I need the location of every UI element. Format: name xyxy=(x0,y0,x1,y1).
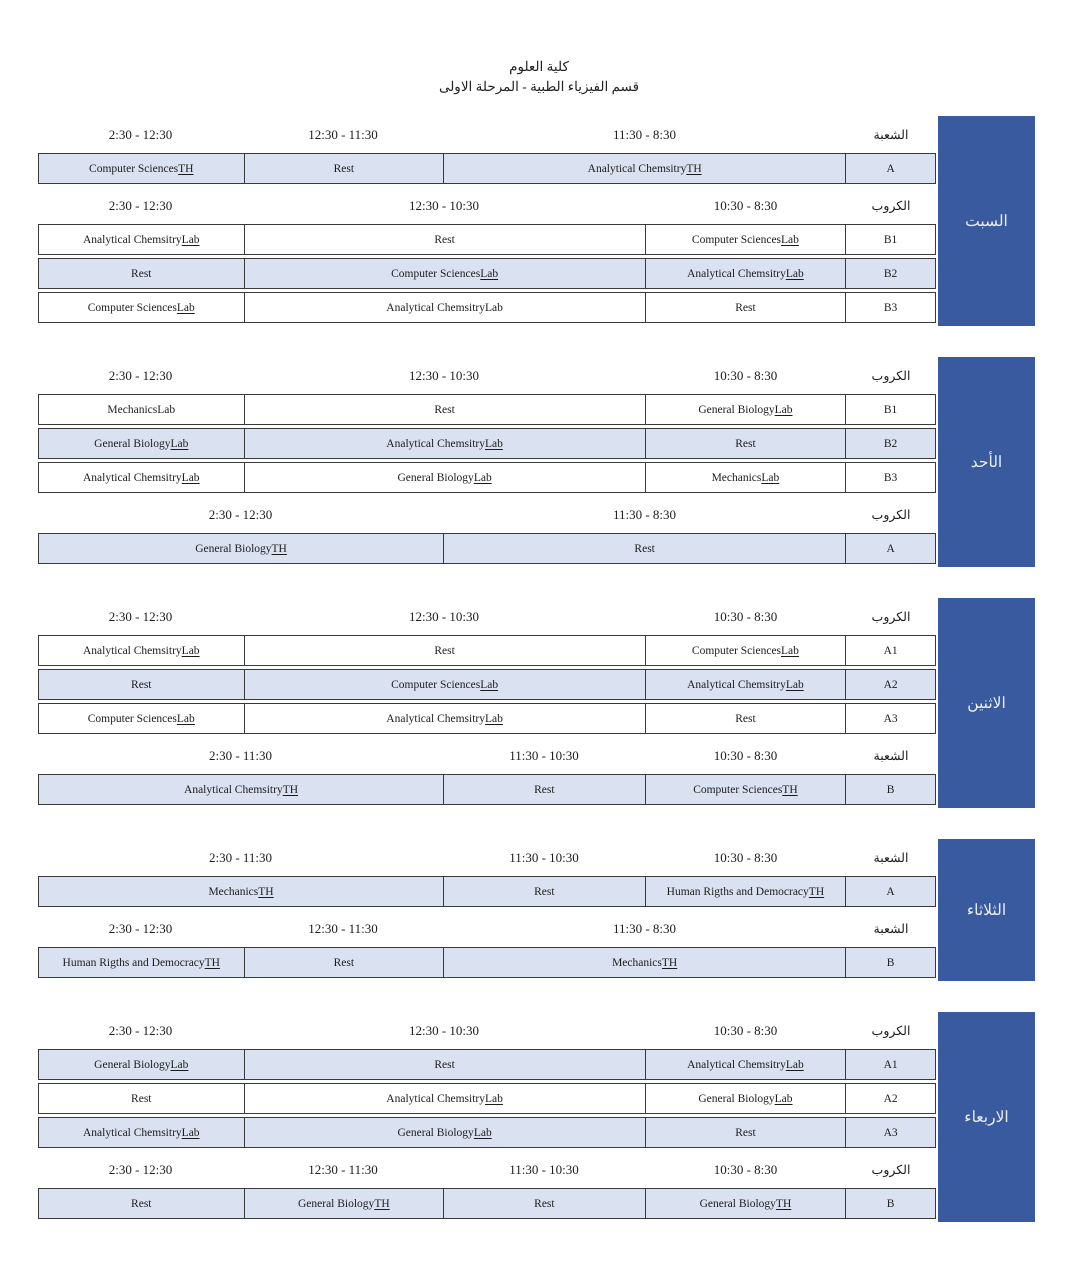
course-cell xyxy=(39,429,244,458)
course-name: Analytical Chemsitry xyxy=(82,471,182,484)
day-tables xyxy=(38,116,936,326)
course-type-tag: Lab xyxy=(181,644,200,657)
time-range: 10:30 - 8:30 xyxy=(713,849,778,865)
time-range: 2:30 - 11:30 xyxy=(208,747,273,763)
time-range: 12:30 - 10:30 xyxy=(408,367,480,383)
day-block xyxy=(38,1012,1038,1222)
time-range: 12:30 - 11:30 xyxy=(308,126,378,142)
group-cell: B3 xyxy=(845,463,935,492)
time-range: 12:30 - 10:30 xyxy=(408,197,480,213)
course-cell xyxy=(443,154,845,183)
course-type-tag: Lab xyxy=(170,437,189,450)
time-header-row xyxy=(38,496,936,533)
group-cell: A1 xyxy=(845,636,935,665)
course-type-tag: TH xyxy=(808,885,825,898)
group-column-label: الشعبة xyxy=(873,850,909,865)
group-cell: A2 xyxy=(845,670,935,699)
rest-cell xyxy=(244,395,645,424)
day-name: الثلاثاء xyxy=(966,901,1007,919)
course-cell xyxy=(645,1084,846,1113)
course-cell xyxy=(645,395,846,424)
time-header-row xyxy=(38,116,936,153)
time-range: 10:30 - 8:30 xyxy=(713,197,778,213)
course-cell xyxy=(645,1189,846,1218)
course-type-tag: Lab xyxy=(176,301,195,314)
course-name: General Biology xyxy=(94,1058,171,1071)
course-type-tag: Lab xyxy=(785,678,804,691)
page-title xyxy=(0,57,1078,97)
time-range: 12:30 - 10:30 xyxy=(408,608,480,624)
course-cell xyxy=(39,775,443,804)
course-name: Analytical Chemsitry xyxy=(386,437,485,450)
course-name: Human Rigths and Democracy xyxy=(666,885,809,898)
course-name: Analytical Chemsitry xyxy=(386,1092,485,1105)
group-cell: A3 xyxy=(845,1118,935,1147)
title-department-stage: قسم الفيزياء الطبية - المرحلة الاولى xyxy=(438,79,640,94)
group-cell: B xyxy=(845,1189,935,1218)
schedule-row xyxy=(38,462,936,493)
course-cell xyxy=(244,463,645,492)
time-range: 2:30 - 12:30 xyxy=(108,197,173,213)
time-range: 2:30 - 11:30 xyxy=(208,849,273,865)
time-header-row xyxy=(38,357,936,394)
day-name: السبت xyxy=(965,212,1008,230)
course-type-tag: Lab xyxy=(480,267,499,280)
schedule-row xyxy=(38,428,936,459)
course-name: Rest xyxy=(131,267,152,280)
group-cell: A xyxy=(845,877,935,906)
schedule-row xyxy=(38,224,936,255)
course-type-tag: Lab xyxy=(157,403,176,416)
schedule-row xyxy=(38,876,936,907)
course-type-tag: Lab xyxy=(176,712,195,725)
course-type-tag: Lab xyxy=(485,712,503,725)
course-cell xyxy=(645,636,846,665)
time-range: 10:30 - 8:30 xyxy=(713,1161,778,1177)
day-block xyxy=(38,839,1038,981)
course-type-tag: Lab xyxy=(473,471,492,484)
course-name: General Biology xyxy=(698,1092,775,1105)
rest-cell xyxy=(39,670,244,699)
day-tables xyxy=(38,839,936,981)
rest-cell xyxy=(244,154,444,183)
course-name: Mechanics xyxy=(107,403,158,416)
group-cell: B2 xyxy=(845,429,935,458)
course-name: Rest xyxy=(434,644,455,657)
schedule-row xyxy=(38,1083,936,1114)
group-column-label: الشعبة xyxy=(873,127,909,142)
rest-cell xyxy=(645,1118,846,1147)
course-name: Analytical Chemsitry xyxy=(82,1126,182,1139)
time-header-row xyxy=(38,839,936,876)
time-range: 11:30 - 8:30 xyxy=(612,126,677,142)
course-cell xyxy=(39,154,244,183)
course-cell xyxy=(645,1050,846,1079)
course-type-tag: Lab xyxy=(181,1126,200,1139)
schedule-row xyxy=(38,1049,936,1080)
course-name: Rest xyxy=(534,1197,555,1210)
schedule-row xyxy=(38,703,936,734)
group-cell: B1 xyxy=(845,225,935,254)
day-label xyxy=(938,598,1035,808)
day-label xyxy=(938,357,1035,567)
rest-cell xyxy=(244,636,645,665)
time-range: 2:30 - 12:30 xyxy=(108,608,173,624)
group-column-label: الكروب xyxy=(871,368,911,383)
schedule-row xyxy=(38,292,936,323)
group-column-label: الكروب xyxy=(871,198,911,213)
group-cell: A2 xyxy=(845,1084,935,1113)
course-cell xyxy=(244,259,645,288)
day-name: الاثنين xyxy=(967,694,1006,712)
course-name: Rest xyxy=(434,403,455,416)
course-cell xyxy=(244,704,645,733)
rest-cell xyxy=(244,948,444,977)
course-type-tag: Lab xyxy=(761,471,780,484)
day-label xyxy=(938,116,1035,326)
course-type-tag: TH xyxy=(374,1197,390,1210)
group-cell: A1 xyxy=(845,1050,935,1079)
course-name: Analytical Chemsitry xyxy=(184,783,283,796)
group-cell: A3 xyxy=(845,704,935,733)
course-name: Rest xyxy=(534,885,555,898)
day-tables xyxy=(38,1012,936,1222)
group-column-label: الكروب xyxy=(871,609,911,624)
course-type-tag: TH xyxy=(782,783,798,796)
time-header-row xyxy=(38,1151,936,1188)
group-cell: B xyxy=(845,948,935,977)
course-cell xyxy=(39,1050,244,1079)
course-name: Mechanics xyxy=(208,885,259,898)
course-type-tag: Lab xyxy=(485,1092,503,1105)
group-cell: B3 xyxy=(845,293,935,322)
course-name: Analytical Chemsitry xyxy=(82,233,182,246)
schedule-row xyxy=(38,394,936,425)
course-type-tag: TH xyxy=(775,1197,792,1210)
schedule-row xyxy=(38,258,936,289)
course-name: Mechanics xyxy=(612,956,662,969)
course-name: Rest xyxy=(434,1058,455,1071)
course-type-tag: TH xyxy=(258,885,274,898)
group-column-label: الكروب xyxy=(871,1162,911,1177)
time-range: 2:30 - 12:30 xyxy=(108,1022,173,1038)
course-name: Rest xyxy=(333,956,355,969)
group-cell: B xyxy=(845,775,935,804)
course-type-tag: Lab xyxy=(480,678,499,691)
schedule-row xyxy=(38,947,936,978)
course-cell xyxy=(39,225,244,254)
course-type-tag: TH xyxy=(282,783,299,796)
course-cell xyxy=(645,670,846,699)
day-block xyxy=(38,116,1038,326)
schedule-row xyxy=(38,1117,936,1148)
time-range: 11:30 - 10:30 xyxy=(509,747,579,763)
course-cell xyxy=(39,877,443,906)
course-type-tag: Lab xyxy=(774,403,793,416)
course-name: Analytical Chemsitry xyxy=(386,712,485,725)
day-name: الاربعاء xyxy=(964,1108,1009,1126)
course-name: Analytical Chemsitry xyxy=(687,1058,786,1071)
course-type-tag: Lab xyxy=(473,1126,492,1139)
course-cell xyxy=(244,293,645,322)
time-header-row xyxy=(38,910,936,947)
course-cell xyxy=(39,948,244,977)
group-cell: B2 xyxy=(845,259,935,288)
course-name: Computer Sciences xyxy=(691,233,782,246)
rest-cell xyxy=(443,877,645,906)
course-name: Mechanics xyxy=(711,471,762,484)
course-name: Analytical Chemsitry xyxy=(82,644,182,657)
day-tables xyxy=(38,598,936,808)
time-range: 12:30 - 11:30 xyxy=(308,920,378,936)
rest-cell xyxy=(39,259,244,288)
course-name: Rest xyxy=(735,437,756,450)
group-column-label: الشعبة xyxy=(873,748,909,763)
course-name: General Biology xyxy=(397,471,474,484)
time-range: 12:30 - 10:30 xyxy=(408,1022,480,1038)
weekly-schedule xyxy=(38,116,1038,1253)
course-name: Rest xyxy=(634,542,655,555)
rest-cell xyxy=(645,293,846,322)
group-column-label: الكروب xyxy=(871,507,911,522)
course-name: General Biology xyxy=(297,1197,375,1210)
course-name: Computer Sciences xyxy=(89,162,179,175)
course-name: Human Rigths and Democracy xyxy=(62,956,205,969)
time-range: 11:30 - 10:30 xyxy=(509,849,579,865)
course-name: Rest xyxy=(735,712,756,725)
course-cell xyxy=(244,429,645,458)
course-cell xyxy=(645,225,846,254)
course-name: Computer Sciences xyxy=(391,678,481,691)
schedule-row xyxy=(38,669,936,700)
course-cell xyxy=(645,877,846,906)
course-name: Analytical Chemsitry xyxy=(687,678,786,691)
rest-cell xyxy=(443,534,845,563)
time-range: 2:30 - 12:30 xyxy=(108,126,173,142)
course-cell xyxy=(244,1084,645,1113)
course-name: Rest xyxy=(131,1092,152,1105)
course-type-tag: Lab xyxy=(781,233,799,246)
course-name: Rest xyxy=(434,233,455,246)
course-name: Rest xyxy=(735,1126,756,1139)
course-type-tag: TH xyxy=(661,956,678,969)
course-cell xyxy=(244,1189,444,1218)
time-range: 2:30 - 12:30 xyxy=(108,920,173,936)
course-name: Analytical Chemsitry xyxy=(587,162,687,175)
group-cell: A xyxy=(845,534,935,563)
day-label xyxy=(938,1012,1035,1222)
course-type-tag: TH xyxy=(686,162,702,175)
rest-cell xyxy=(645,429,846,458)
course-cell xyxy=(39,395,244,424)
course-cell xyxy=(244,1118,645,1147)
time-range: 10:30 - 8:30 xyxy=(713,367,778,383)
course-name: Rest xyxy=(735,301,756,314)
day-name: الأحد xyxy=(970,453,1003,471)
group-cell: A xyxy=(845,154,935,183)
time-range: 10:30 - 8:30 xyxy=(713,1022,778,1038)
time-range: 2:30 - 12:30 xyxy=(108,1161,173,1177)
course-cell xyxy=(645,259,846,288)
course-name: Rest xyxy=(131,1197,152,1210)
course-type-tag: Lab xyxy=(785,267,804,280)
course-cell xyxy=(39,636,244,665)
course-name: General Biology xyxy=(397,1126,474,1139)
course-type-tag: Lab xyxy=(181,233,200,246)
time-range: 11:30 - 8:30 xyxy=(612,920,677,936)
group-column-label: الكروب xyxy=(871,1023,911,1038)
rest-cell xyxy=(645,704,846,733)
course-name: Computer Sciences xyxy=(693,783,783,796)
course-name: Rest xyxy=(333,162,355,175)
schedule-row xyxy=(38,1188,936,1219)
course-type-tag: Lab xyxy=(485,301,503,314)
course-name: Analytical Chemsitry xyxy=(687,267,786,280)
schedule-row xyxy=(38,533,936,564)
rest-cell xyxy=(244,1050,645,1079)
rest-cell xyxy=(443,775,645,804)
time-range: 10:30 - 8:30 xyxy=(713,608,778,624)
time-header-row xyxy=(38,187,936,224)
course-cell xyxy=(244,670,645,699)
day-block xyxy=(38,357,1038,567)
course-name: Rest xyxy=(131,678,152,691)
course-cell xyxy=(39,534,443,563)
course-name: Analytical Chemsitry xyxy=(386,301,485,314)
course-name: General Biology xyxy=(698,403,775,416)
course-cell xyxy=(39,1118,244,1147)
day-label xyxy=(938,839,1035,981)
schedule-row xyxy=(38,635,936,666)
course-cell xyxy=(443,948,845,977)
course-type-tag: Lab xyxy=(781,644,799,657)
course-name: Computer Sciences xyxy=(87,301,177,314)
day-tables xyxy=(38,357,936,567)
course-name: General Biology xyxy=(699,1197,776,1210)
schedule-row xyxy=(38,774,936,805)
time-range: 12:30 - 11:30 xyxy=(308,1161,378,1177)
course-type-tag: Lab xyxy=(485,437,503,450)
course-cell xyxy=(39,463,244,492)
rest-cell xyxy=(244,225,645,254)
group-column-label: الشعبة xyxy=(873,921,909,936)
title-college: كلية العلوم xyxy=(509,59,569,74)
time-range: 11:30 - 8:30 xyxy=(612,506,677,522)
rest-cell xyxy=(443,1189,645,1218)
group-cell: B1 xyxy=(845,395,935,424)
course-type-tag: TH xyxy=(178,162,194,175)
course-type-tag: TH xyxy=(204,956,220,969)
time-range: 10:30 - 8:30 xyxy=(713,747,778,763)
course-name: Computer Sciences xyxy=(691,644,782,657)
course-type-tag: TH xyxy=(271,542,287,555)
time-range: 2:30 - 12:30 xyxy=(108,367,173,383)
course-cell xyxy=(39,704,244,733)
course-type-tag: Lab xyxy=(181,471,200,484)
time-header-row xyxy=(38,737,936,774)
course-cell xyxy=(645,463,846,492)
course-name: Computer Sciences xyxy=(87,712,177,725)
schedule-row xyxy=(38,153,936,184)
course-cell xyxy=(39,293,244,322)
rest-cell xyxy=(39,1189,244,1218)
time-header-row xyxy=(38,598,936,635)
course-name: Rest xyxy=(534,783,555,796)
day-block xyxy=(38,598,1038,808)
course-name: General Biology xyxy=(195,542,272,555)
course-name: Computer Sciences xyxy=(391,267,481,280)
time-header-row xyxy=(38,1012,936,1049)
course-type-tag: Lab xyxy=(170,1058,189,1071)
rest-cell xyxy=(39,1084,244,1113)
time-range: 11:30 - 10:30 xyxy=(509,1161,579,1177)
course-cell xyxy=(645,775,846,804)
course-type-tag: Lab xyxy=(774,1092,793,1105)
course-name: General Biology xyxy=(94,437,171,450)
course-type-tag: Lab xyxy=(785,1058,804,1071)
time-range: 2:30 - 12:30 xyxy=(208,506,273,522)
